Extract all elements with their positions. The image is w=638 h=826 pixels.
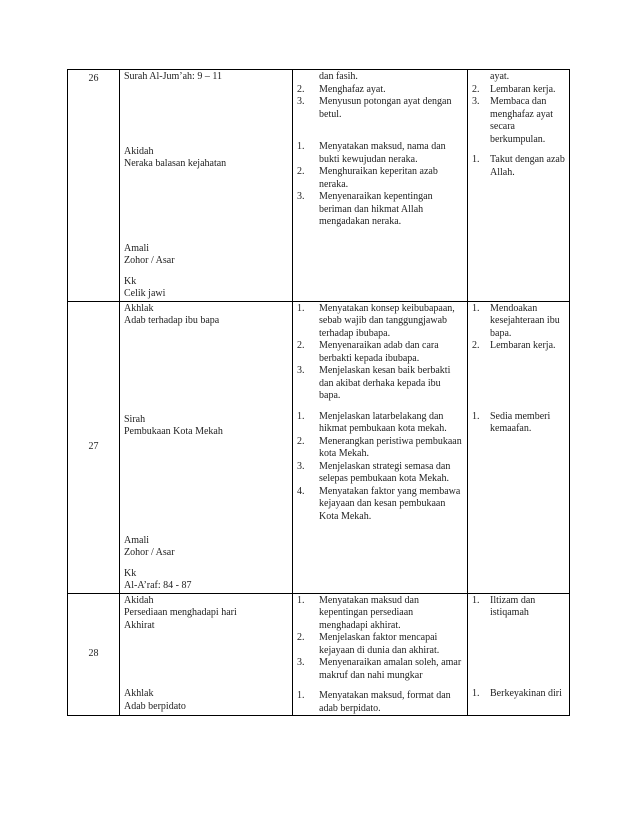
item-text: Menjelaskan kesan baik berbakti dan akibat derhaka kepada ibu bapa. [319, 365, 451, 401]
topic-line: Akhirat [124, 619, 155, 631]
objectives-item [297, 486, 463, 524]
topic-line: Al-A’raf: 84 - 87 [124, 580, 192, 591]
week-number: 27 [68, 301, 120, 593]
objectives-list [297, 141, 463, 229]
table-row [68, 70, 570, 302]
item-number: 1. [297, 141, 305, 152]
topic-line: Kk [124, 567, 137, 579]
topic-line: Neraka balasan kejahatan [124, 158, 227, 169]
item-number: 1. [472, 302, 480, 314]
item-text: Sedia memberi kemaafan. [490, 410, 551, 434]
topic-block [124, 414, 288, 439]
objectives-item [297, 96, 463, 121]
objectives-item [297, 71, 463, 84]
week-number: 28 [68, 593, 120, 716]
objectives-item [297, 411, 463, 436]
activities-list [472, 411, 565, 436]
item-text: Menyusun potongan ayat dengan betul. [319, 96, 452, 120]
topic-block [124, 535, 288, 560]
item-text: Lembaran kerja. [490, 340, 556, 351]
objectives-item [297, 84, 463, 97]
activities-cell [468, 301, 570, 593]
item-text: Menyenaraikan adab dan cara berbakti kepada ibubapa. [319, 340, 439, 364]
objectives-cell [293, 70, 468, 302]
topic-block [124, 71, 288, 84]
item-number: 3. [297, 657, 305, 668]
activities-item [472, 71, 565, 84]
item-text: Takut dengan azab Allah. [490, 154, 565, 178]
objectives-item [297, 595, 463, 633]
topic-block [124, 276, 288, 301]
topic-line: Zohor / Asar [124, 547, 175, 558]
objectives-item [297, 657, 463, 682]
topic-line: Akidah [124, 145, 154, 157]
item-number: 1. [297, 302, 305, 314]
item-number: 4. [297, 485, 305, 497]
item-number: 1. [472, 410, 480, 422]
topic-line: Adab terhadap ibu bapa [124, 315, 220, 326]
item-number: 3. [297, 365, 305, 376]
item-text: Menjelaskan latarbelakang dan hikmat pembukaan kota mekah. [319, 410, 447, 434]
item-text: Menyenaraikan kepentingan beriman dan hikmat Allah mengadakan neraka. [319, 191, 433, 227]
item-number: 3. [297, 191, 305, 202]
item-number: 2. [472, 83, 480, 95]
activities-item [472, 411, 565, 436]
activities-cell [468, 70, 570, 302]
item-number: 2. [297, 435, 305, 447]
item-text: Iltizam dan istiqamah [490, 594, 536, 618]
item-number: 2. [472, 340, 480, 351]
topic-line: Amali [124, 534, 149, 546]
item-text: Menghuraikan keperitan azab neraka. [319, 166, 438, 190]
objectives-item [297, 340, 463, 365]
activities-item [472, 96, 565, 146]
topic-block [124, 568, 288, 593]
item-number: 2. [297, 83, 305, 95]
item-text: Menjelaskan strategi semasa dan selepas pembukaan kota Mekah. [319, 460, 451, 484]
topic-block [124, 146, 288, 171]
activities-item [472, 154, 565, 179]
item-number: 2. [297, 166, 305, 177]
topic-line: Surah Al-Jum’ah: 9 – 11 [124, 71, 222, 82]
topic-cell [120, 593, 293, 716]
item-text: Menyatakan faktor yang membawa kejayaan dan kesan pembukaan Kota Mekah. [319, 485, 461, 522]
item-text: Menjelaskan faktor mencapai kejayaan di dunia dan akhirat. [319, 632, 440, 656]
item-text: Membaca dan menghafaz ayat secara berkumpulan. [490, 96, 554, 145]
objectives-item [297, 690, 463, 715]
item-text: Mendoakan kesejahteraan ibu bapa. [490, 302, 560, 339]
topic-line: Amali [124, 242, 149, 254]
objectives-cell [293, 301, 468, 593]
topic-block [124, 243, 288, 268]
topic-cell [120, 70, 293, 302]
topic-block [124, 595, 288, 633]
item-number: 3. [472, 96, 480, 107]
topic-block [124, 303, 288, 328]
objectives-cell [293, 593, 468, 716]
week-number: 26 [68, 70, 120, 302]
activities-list [472, 154, 565, 179]
item-number: 1. [297, 410, 305, 422]
item-text: Menghafaz ayat. [319, 83, 386, 95]
topic-line: Sirah [124, 413, 146, 425]
table-row [68, 593, 570, 716]
lesson-plan-body [68, 70, 570, 716]
item-number: 1. [472, 594, 480, 606]
objectives-item [297, 632, 463, 657]
item-text: Menyenaraikan amalan soleh, amar makruf dan nahi mungkar [319, 657, 462, 681]
topic-line: Kk [124, 275, 137, 287]
objectives-list [297, 595, 463, 683]
activities-item [472, 303, 565, 341]
item-number: 3. [297, 460, 305, 472]
item-number: 1. [472, 154, 480, 165]
topic-line: Adab berpidato [124, 700, 186, 712]
topic-line: Akidah [124, 594, 154, 606]
table-row [68, 301, 570, 593]
objectives-list [297, 71, 463, 121]
topic-block [124, 688, 288, 713]
activities-list [472, 303, 565, 353]
activities-item [472, 340, 565, 353]
activities-list [472, 595, 565, 620]
item-text: Menyatakan konsep keibubapaan, sebab wajib dan tanggungjawab terhadap ibubapa. [319, 302, 455, 339]
item-text: Menyatakan maksud, nama dan bukti kewujudan neraka. [319, 141, 446, 165]
activities-item [472, 84, 565, 97]
activities-item [472, 688, 565, 701]
topic-line: Persediaan menghadapi hari [124, 607, 237, 618]
item-number: 1. [472, 687, 480, 699]
item-text: ayat. [490, 71, 510, 82]
item-text: dan fasih. [319, 71, 358, 82]
topic-line: Celik jawi [124, 288, 166, 299]
topic-line: Akhlak [124, 688, 154, 699]
lesson-plan-table [67, 69, 570, 716]
activities-cell [468, 593, 570, 716]
objectives-item [297, 365, 463, 403]
objectives-list [297, 690, 463, 715]
item-text: Lembaran kerja. [490, 83, 556, 95]
item-number: 1. [297, 690, 305, 701]
objectives-list [297, 411, 463, 524]
objectives-list [297, 303, 463, 403]
objectives-item [297, 141, 463, 166]
item-number: 2. [297, 340, 305, 351]
item-text: Berkeyakinan diri [490, 687, 562, 699]
item-number: 1. [297, 594, 305, 606]
item-text: Menyatakan maksud dan kepentingan persediaan menghadapi akhirat. [319, 594, 419, 631]
topic-line: Pembukaan Kota Mekah [124, 426, 223, 437]
topic-cell [120, 301, 293, 593]
item-text: Menyatakan maksud, format dan adab berpidato. [319, 690, 451, 714]
objectives-item [297, 461, 463, 486]
item-number: 3. [297, 96, 305, 107]
objectives-item [297, 303, 463, 341]
objectives-item [297, 191, 463, 229]
objectives-item [297, 436, 463, 461]
activities-list [472, 71, 565, 146]
objectives-item [297, 166, 463, 191]
activities-list [472, 688, 565, 701]
activities-item [472, 595, 565, 620]
topic-line: Zohor / Asar [124, 255, 175, 266]
item-text: Menerangkan peristiwa pembukaan kota Mekah. [319, 435, 462, 459]
topic-line: Akhlak [124, 302, 154, 314]
item-number: 2. [297, 632, 305, 643]
